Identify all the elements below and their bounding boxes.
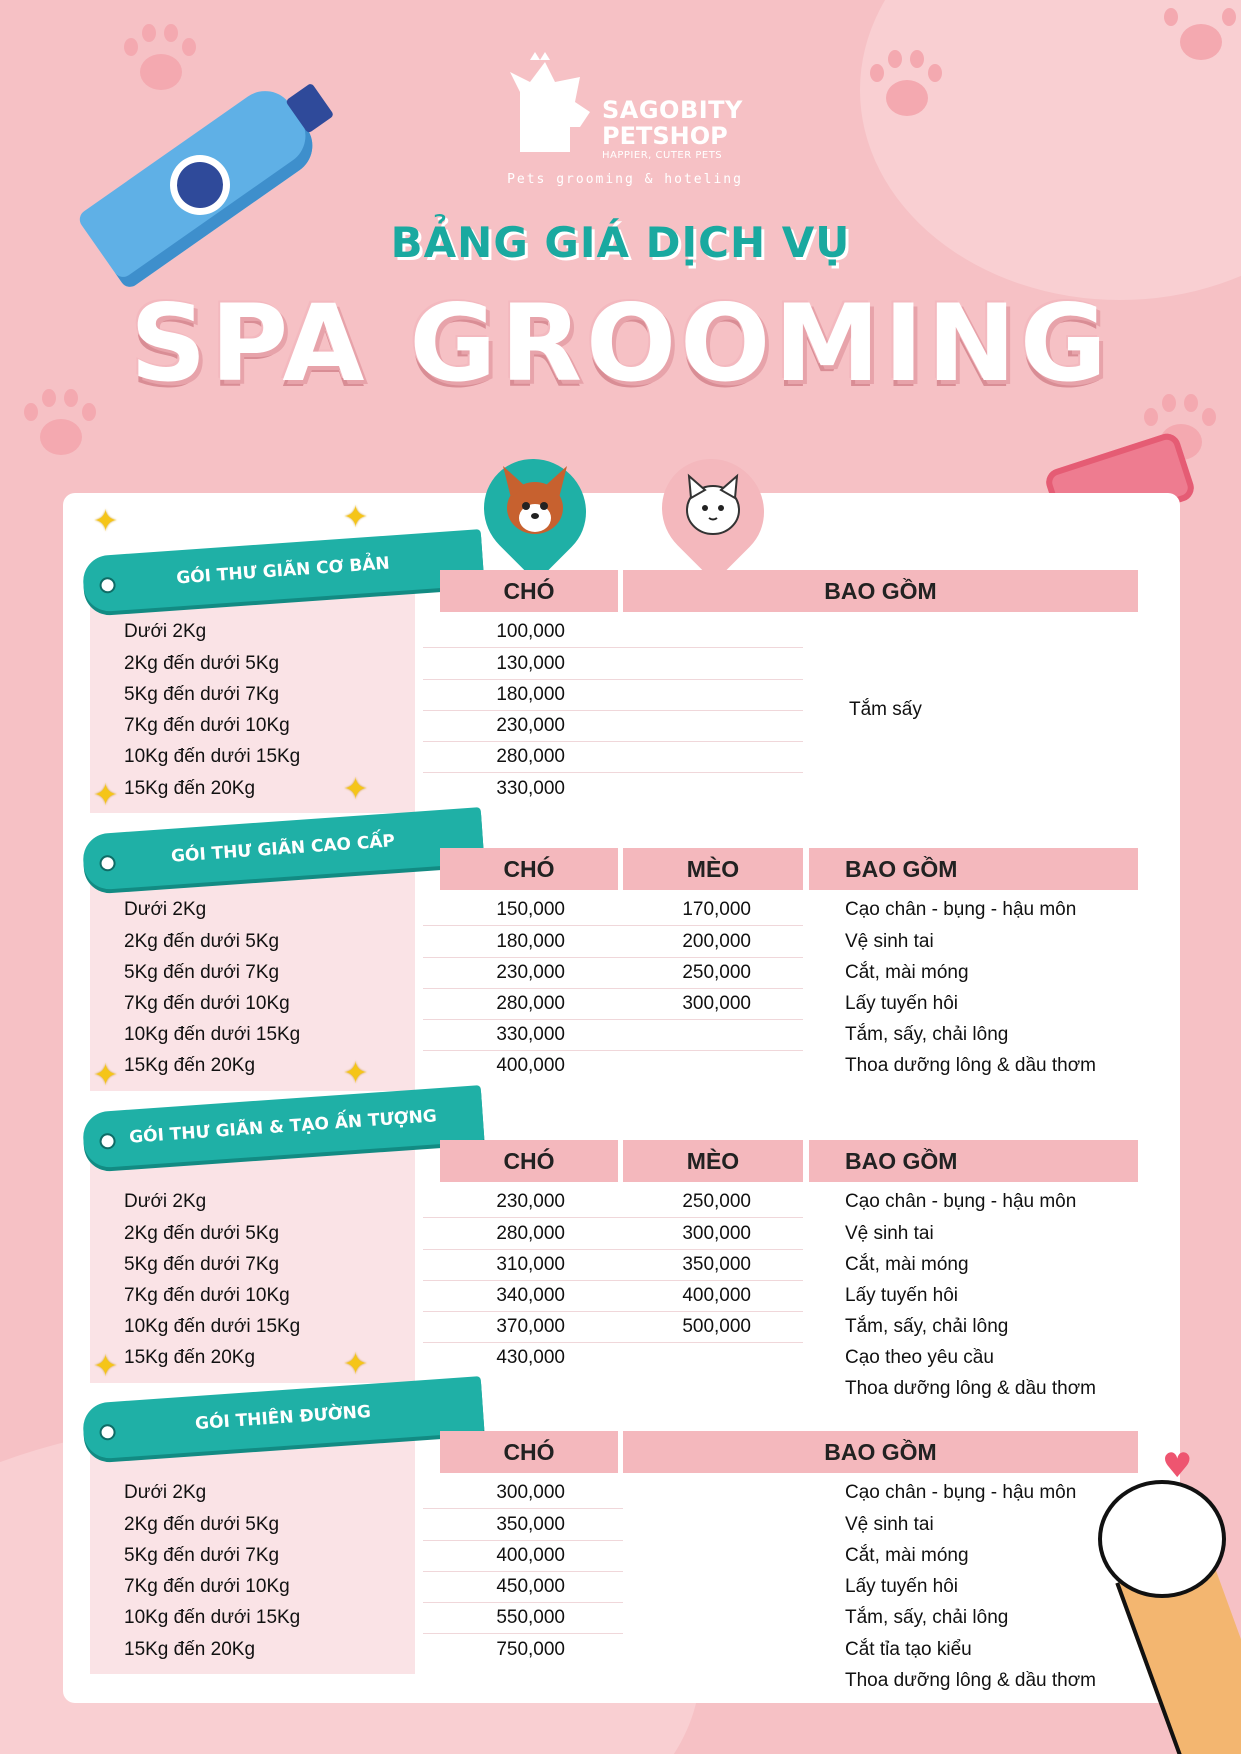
includes-text: Vệ sinh tai (845, 1514, 934, 1535)
cat-price: 500,000 (682, 1316, 751, 1337)
includes-text: Thoa dưỡng lông & dầu thơm (845, 1670, 1097, 1691)
weight-label: 10Kg đến dưới 15Kg (124, 746, 301, 767)
cat-price: 400,000 (682, 1285, 751, 1306)
dog-price: 370,000 (496, 1316, 565, 1337)
dog-price: 750,000 (496, 1639, 565, 1660)
includes-text: Tắm, sấy, chải lông (845, 1316, 1009, 1337)
brand-tagline: HAPPIER, CUTER PETS (602, 150, 723, 161)
weight-label: Dưới 2Kg (124, 899, 207, 920)
paw-print-icon (120, 20, 200, 100)
includes-text: Cắt, mài móng (845, 962, 969, 983)
cat-price: 300,000 (682, 1223, 751, 1244)
dog-cat-logo-icon (500, 52, 600, 162)
weight-label: 5Kg đến dưới 7Kg (124, 684, 280, 705)
dog-price: 430,000 (496, 1347, 565, 1368)
weight-label: 7Kg đến dưới 10Kg (124, 993, 290, 1014)
header-cat: MÈO (623, 848, 803, 890)
header-includes: BAO GỒM (809, 848, 1138, 890)
dog-price: 230,000 (496, 1191, 565, 1212)
weight-label: 2Kg đến dưới 5Kg (124, 653, 280, 674)
weight-label: 5Kg đến dưới 7Kg (124, 962, 280, 983)
cat-price: 200,000 (682, 931, 751, 952)
dog-price: 400,000 (496, 1545, 565, 1566)
sparkle-icon: ✦ (343, 500, 369, 535)
package-tag-label: GÓI THƯ GIÃN CƠ BẢN (175, 553, 391, 589)
sparkle-icon: ✦ (343, 1347, 369, 1382)
includes-text: Thoa dưỡng lông & dầu thơm (845, 1055, 1097, 1076)
includes-text: Thoa dưỡng lông & dầu thơm (845, 1378, 1097, 1399)
includes-text: Lấy tuyến hôi (845, 1285, 959, 1306)
includes-text: Vệ sinh tai (845, 1223, 934, 1244)
weight-label: 5Kg đến dưới 7Kg (124, 1254, 280, 1275)
weight-label: Dưới 2Kg (124, 621, 207, 642)
dog-price: 180,000 (496, 684, 565, 705)
weight-label: 15Kg đến 20Kg (124, 1347, 256, 1368)
package-tag-label: GÓI THƯ GIÃN CAO CẤP (170, 831, 396, 867)
dog-price: 150,000 (496, 899, 565, 920)
weight-label: 15Kg đến 20Kg (124, 1639, 256, 1660)
weight-label: 7Kg đến dưới 10Kg (124, 1285, 290, 1306)
header-dog: CHÓ (440, 570, 618, 612)
weight-label: 2Kg đến dưới 5Kg (124, 1514, 280, 1535)
page-subtitle: BẢNG GIÁ DỊCH VỤ (390, 218, 851, 267)
cat-price: 350,000 (682, 1254, 751, 1275)
dog-price: 130,000 (496, 653, 565, 674)
cat-price (611, 1019, 751, 1050)
includes-text: Lấy tuyến hôi (845, 993, 959, 1014)
includes-text: Tắm, sấy, chải lông (845, 1607, 1009, 1628)
header-dog: CHÓ (440, 848, 618, 890)
brand-name-line2: PETSHOP (602, 122, 728, 150)
dog-price: 300,000 (496, 1482, 565, 1503)
sparkle-icon: ✦ (93, 1058, 119, 1093)
weight-label: 7Kg đến dưới 10Kg (124, 715, 290, 736)
includes-text: Lấy tuyến hôi (845, 1576, 959, 1597)
cat-price: 250,000 (682, 962, 751, 983)
weight-label: 10Kg đến dưới 15Kg (124, 1024, 301, 1045)
dog-price: 310,000 (496, 1254, 565, 1275)
includes-text: Cắt tỉa tạo kiểu (845, 1639, 972, 1660)
dog-price: 230,000 (496, 962, 565, 983)
header-includes: BAO GỒM (809, 1140, 1138, 1182)
dog-price: 280,000 (496, 1223, 565, 1244)
dog-price: 280,000 (496, 746, 565, 767)
package-tag-label: GÓI THIÊN ĐƯỜNG (194, 1401, 372, 1435)
header-cat: MÈO (623, 1140, 803, 1182)
weight-label: 2Kg đến dưới 5Kg (124, 1223, 280, 1244)
weight-label: Dưới 2Kg (124, 1191, 207, 1212)
header-dog: CHÓ (440, 1140, 618, 1182)
dog-price: 350,000 (496, 1514, 565, 1535)
brand-service-line: Pets grooming & hoteling (507, 172, 743, 187)
weight-label: 10Kg đến dưới 15Kg (124, 1607, 301, 1628)
cat-price: 250,000 (682, 1191, 751, 1212)
sparkle-icon: ✦ (343, 1056, 369, 1091)
dog-price: 330,000 (496, 1024, 565, 1045)
dog-price: 230,000 (496, 715, 565, 736)
paw-print-icon (1160, 0, 1240, 70)
dog-price: 450,000 (496, 1576, 565, 1597)
dog-price: 180,000 (496, 931, 565, 952)
sparkle-icon: ✦ (93, 778, 119, 813)
weight-label: 2Kg đến dưới 5Kg (124, 931, 280, 952)
heart-icon: ♥ (1162, 1446, 1193, 1486)
sparkle-icon: ✦ (93, 504, 119, 539)
header-includes: BAO GỒM (623, 1431, 1138, 1473)
sparkle-icon: ✦ (343, 772, 369, 807)
includes-text: Cạo theo yêu cầu (845, 1347, 994, 1368)
dog-price: 550,000 (496, 1607, 565, 1628)
includes-text: Cạo chân - bụng - hậu môn (845, 1191, 1077, 1212)
header-dog: CHÓ (440, 1431, 618, 1473)
includes-text: Cắt, mài móng (845, 1254, 969, 1275)
includes-text: Tắm sấy (849, 699, 922, 720)
weight-label: 15Kg đến 20Kg (124, 1055, 256, 1076)
package-tag-label: GÓI THƯ GIÃN & TẠO ẤN TƯỢNG (128, 1106, 438, 1148)
cat-price: 170,000 (682, 899, 751, 920)
weight-label: Dưới 2Kg (124, 1482, 207, 1503)
includes-text: Tắm, sấy, chải lông (845, 1024, 1009, 1045)
dog-pin-icon (463, 438, 607, 582)
weight-label: 10Kg đến dưới 15Kg (124, 1316, 301, 1337)
paw-print-icon (866, 46, 946, 126)
cat-paw-icon (1098, 1480, 1226, 1598)
header-includes: BAO GỒM (623, 570, 1138, 612)
brand-name-line1: SAGOBITY (602, 96, 743, 124)
dog-price: 330,000 (496, 778, 565, 799)
cat-price (611, 1050, 751, 1081)
includes-text: Vệ sinh tai (845, 931, 934, 952)
price-card (63, 493, 1180, 1703)
includes-text: Cạo chân - bụng - hậu môn (845, 899, 1077, 920)
dog-price: 400,000 (496, 1055, 565, 1076)
dog-price: 100,000 (496, 621, 565, 642)
weight-label: 15Kg đến 20Kg (124, 778, 256, 799)
dog-price: 340,000 (496, 1285, 565, 1306)
weight-label: 7Kg đến dưới 10Kg (124, 1576, 290, 1597)
brand-logo (500, 52, 760, 192)
page-title: SPA GROOMING (130, 282, 1111, 405)
dog-price: 280,000 (496, 993, 565, 1014)
includes-text: Cắt, mài móng (845, 1545, 969, 1566)
includes-text: Cạo chân - bụng - hậu môn (845, 1482, 1077, 1503)
sparkle-icon: ✦ (93, 1349, 119, 1384)
weight-label: 5Kg đến dưới 7Kg (124, 1545, 280, 1566)
cat-price: 300,000 (682, 993, 751, 1014)
cat-pin-icon (641, 438, 785, 582)
